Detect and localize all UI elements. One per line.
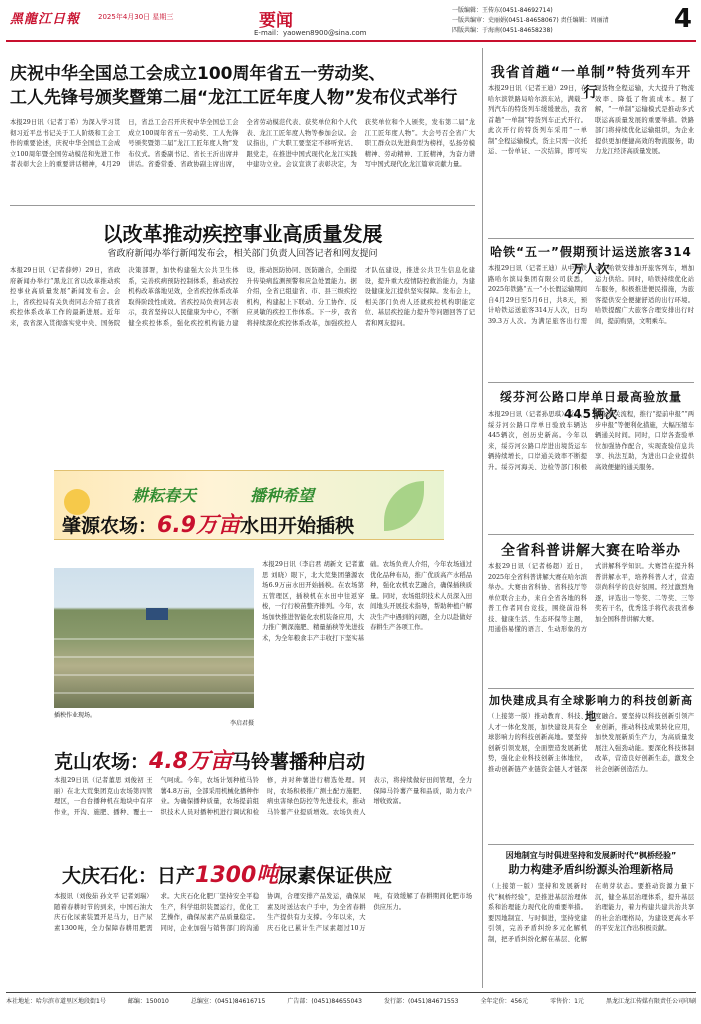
- rice-planter-machine: [146, 608, 168, 620]
- footer-retail: 零售价：1元: [550, 998, 584, 1005]
- editor-line-2: 一版共编审：史丽娟(0451-84658067) 责任编辑：周丽清: [452, 17, 609, 24]
- keshan-title-suffix: 马铃薯播种启动: [232, 751, 366, 773]
- footer-advert: 广告部：(0451)84655043: [287, 998, 362, 1005]
- fengqiao-title: [488, 850, 694, 878]
- divider: [488, 844, 694, 845]
- field-row: [54, 692, 254, 694]
- divider: [488, 382, 694, 383]
- keshan-title-number: 4.8万亩: [149, 749, 232, 774]
- section-name: 要闻: [259, 11, 293, 31]
- leaf-icon: [384, 481, 424, 531]
- global-body: （上接第一版）推动教育、科技、人才一体化发展，加快建设具有全球影响力的科技创新高地。要坚持创新引领发展，全面塑造发展新优势，强化企业科技创新主体地位，推动创新链产业链资金链人才链深度融合。要坚持以科技创新引领产业创新，推动科技成果转化应用，加快发展新质生产力，为高质量发展注入强劲动能。要深化科技体制改革，营造良好创新生态，激发全社会创新创造活力。: [488, 713, 694, 773]
- fengqiao-body: （上接第一版）坚持和发展新时代“枫桥经验”，是推进基层治理体系和治理能力现代化的重要举措。要因地制宜、与时俱进，坚持党建引领，完善矛盾纠纷多元化解机制，把矛盾纠纷化解在基层、化解在萌芽状态。要推动资源力量下沉，健全基层治理体系，提升基层治理能力，着力构建共建共治共享的社会治理格局，为建设更高水平的平安龙江作出积极贡献。: [488, 883, 694, 943]
- daqing-title-number: 1300吨: [195, 863, 279, 888]
- keshan-title-prefix: 克山农场：: [54, 751, 150, 773]
- lead-title-line-2: 工人先锋号颁奖暨第二届“龙江工匠年度人物”发布仪式举行: [10, 88, 458, 108]
- editor-line-1: 一版编辑：王传东(0451-84692714): [452, 7, 553, 14]
- fengqiao-title-line-2: 助力构建矛盾纠纷源头治理新格局: [508, 863, 674, 876]
- zhaoyuan-title-prefix: 肇源农场：: [62, 515, 158, 537]
- reform-body: 本报29日讯（记者薛婷）29日，省政府新闻办举行“黑龙江省以改革推动疾控事业高质量发展”新闻发布会。会上，省疾控局有关负责同志介绍了我省疾控体系改革工作的最新进展。近年来，我省深入贯彻落实党中央、国务院决策部署，加快构建强大公共卫生体系，完善疾病预防控制体系，推动疾控机构改革落地见效，全省疾控体系改革取得阶段性成效。省疾控局负责同志表示，我省坚持以人民健康为中心，不断健全疾控体系，强化疾控机构能力建设，推动医防协同、医防融合，全面提升传染病监测预警和应急处置能力。据介绍，全省已组建省、市、县三级疾控机构，构建起上下联动、分工协作、反应灵敏的疾控工作体系。下一步，我省将持续深化疾控体系改革，加强疾控人才队伍建设，推进公共卫生信息化建设，提升重大疫情防控救治能力，为建设健康龙江提供坚实保障。发布会上，相关部门负责人还就疾控机构职能定位、基层疾控能力提升等问题回答了记者和网友提问。: [10, 267, 475, 327]
- banner-slogan-left: 耕耘春天: [132, 486, 197, 505]
- page-number: 4: [673, 4, 692, 34]
- zhaoyuan-title-suffix: 水田开始插秧: [240, 515, 355, 537]
- daqing-title: [62, 858, 392, 889]
- divider: [488, 534, 694, 535]
- lead-title-line-1: 庆祝中华全国总工会成立100周年省五一劳动奖、: [10, 64, 386, 84]
- divider: [488, 238, 694, 239]
- newspaper-logo: 黑龍江日報: [10, 12, 81, 27]
- issue-date: 2025年4月30日 星期三: [98, 13, 174, 21]
- zhaoyuan-title-number: 6.9万亩: [157, 513, 240, 538]
- divider: [488, 688, 694, 689]
- footer-office: 总编室：(0451)84616715: [190, 998, 266, 1005]
- keshan-body: 本报29日讯（记者董思 刘俊初 王丽）在北大荒集团克山农场第四管理区，一台台播种机在地块中有序作业，开沟、施肥、播种、覆土一气呵成。今年，农场计划种植马铃薯4.8万亩，全部采用机械化播种作业。为确保播种质量，农场提前组织技术人员对播种机进行调试和检修，并对种薯进行精选处理。同时，农场积极推广测土配方施肥、病虫害绿色防控等先进技术，推动马铃薯产业提质增效。农场负责人表示，将持续做好田间管理，全力保障马铃薯产量和品质，助力农户增收致富。: [54, 777, 472, 816]
- field-row: [54, 674, 254, 676]
- lead-body: 本报29日讯（记者丁希）为深入学习贯彻习近平总书记关于工人阶级和工会工作的重要论述，庆祝中华全国总工会成立100周年暨全国劳动模范和先进工作者表彰大会上的重要讲话精神，4月29日，省总工会召开庆祝中华全国总工会成立100周年省五一劳动奖、工人先锋号颁奖暨第二届“龙江工匠年度人物”发布仪式。省委副书记、省长王沂出席并讲话。省委常委、省政协副主席出席，全省劳动模范代表、获奖单位和个人代表、龙江工匠年度人物等参加会议。会议指出，广大职工要坚定不移听党话、跟党走，在推进中国式现代化龙江实践中建功立业。会议宣读了表彰决定，为获奖单位和个人颁奖，发布第二届“龙江工匠年度人物”。大会号召全省广大职工群众以先进典型为榜样，弘扬劳模精神、劳动精神、工匠精神，为奋力谱写中国式现代化龙江篇章贡献力量。: [10, 119, 475, 168]
- divider: [10, 205, 475, 206]
- science-title: 全省科普讲解大赛在哈举办: [501, 543, 681, 559]
- masthead: [6, 4, 696, 42]
- daqing-title-suffix: 尿素保证供应: [278, 865, 393, 887]
- editor-line-3: 四版共编：于海南(0451-84658238): [452, 27, 553, 34]
- rice-planting-photo: [54, 568, 254, 708]
- editor-credits: [452, 6, 662, 36]
- zhaoyuan-body: 本报29日讯（李启君 胡新文 记者董思 刘晓）眼下，北大荒集团肇源农场6.9万亩水田开始插秧。在农场第五管理区，插秧机在水田中往返穿梭，一行行秧苗整齐排列。今年，农场加快推进智能化农机装备应用，大力推广侧深施肥、精量插秧等先进技术，为全年粮食丰产丰收打下坚实基础。农场负责人介绍，今年农场通过优化品种布局，推广优质高产水稻品种，强化农机农艺融合，确保插秧质量。同时，农场组织技术人员深入田间地头开展技术指导，帮助种植户解决生产中遇到的问题，全力以赴做好春耕生产各项工作。: [262, 561, 472, 642]
- field-row: [54, 638, 254, 640]
- footer-printer: 黑龙江龙江传媒有限责任公司印刷: [605, 998, 696, 1005]
- lead-headline: [10, 62, 475, 110]
- field-row: [54, 656, 254, 658]
- daqing-body: 本报讯（刘俊茹 孙文平 记者刘瑞）随着春耕时节的到来，中国石油大庆石化尿素装置开足马力，日产尿素1300吨，全力保障春耕用肥需求。大庆石化化肥厂坚持安全平稳生产，科学组织装置运行，优化工艺操作，确保尿素产品质量稳定。同时，企业加强与销售部门的沟通协调，合理安排产品发运，确保尿素及时送达农户手中，为全省春耕生产提供有力支撑。今年以来，大庆石化已累计生产尿素超过10万吨，有效缓解了春耕期间化肥市场供应压力。: [54, 893, 472, 932]
- footer-rule: [6, 992, 696, 993]
- science-body: 本报29日讯（记者杨超）近日，2025年全省科普讲解大赛在哈尔滨举办。大赛由省科协、省科技厅等单位联合主办，来自全省各地的科普工作者同台竞技，围绕前沿科技、健康生活、生态环保等主题，用通俗易懂的语言、生动形象的方式讲解科学知识。大赛旨在提升科普讲解水平，培养科普人才，营造崇尚科学的良好氛围。经过激烈角逐，评选出一等奖、二等奖、三等奖若干名，优秀选手将代表我省参加全国科普讲解大赛。: [488, 563, 694, 633]
- photo-credit: 李启君摄: [229, 720, 254, 727]
- railway-title: 我省首趟“一单制”特货列车开行: [490, 65, 692, 101]
- reform-title: 以改革推动疾控事业高质量发展: [102, 222, 383, 246]
- suiyi-body: 本报29日讯（记者孙思琪）近日，绥芬河公路口岸单日验放车辆达445辆次，创历史新高。今年以来，绥芬河公路口岸进出境货运车辆持续增长，口岸通关效率不断提升。绥芬河海关、边检等部门积极优化通关流程，推行“提前申报”“两步申报”等便利化措施，大幅压缩车辆通关时间。同时，口岸各查验单位加强协作配合，实现查验信息共享、执法互助，为进出口企业提供高效便捷的通关服务。: [488, 411, 694, 471]
- footer-price: 全年定价：456元: [480, 998, 528, 1005]
- footer: [6, 996, 696, 1005]
- railway-body: 本报29日讯（记者王迪）29日，在哈尔滨铁路局哈尔滨东站，满载一列汽车的特货列车缓缓驶出，我省首趟“一单制”特货列车正式开行。此次开行的特货列车采用“一单制”全程运输模式，货主只需一次托运、一份单证、一次结算，即可实现货物全程运输，大大提升了物流效率、降低了物流成本。据了解，“一单制”运输模式是推动多式联运高质量发展的重要举措。铁路部门将持续优化运输组织，为企业提供更加便捷高效的物流服务，助力龙江经济高质量发展。: [488, 85, 694, 155]
- banner-slogan-right: 播种希望: [250, 486, 315, 505]
- global-title: 加快建成具有全球影响力的科技创新高地: [489, 694, 693, 723]
- suiyi-title: 绥芬河公路口岸单日最高验放量445辆次: [499, 390, 682, 421]
- zhaoyuan-title: [62, 508, 354, 539]
- holiday-title: 哈铁“五一”假期预计运送旅客314万人次: [490, 245, 692, 276]
- footer-address: 本社地址：哈尔滨市道里区地段街1号: [6, 998, 106, 1005]
- footer-postcode: 邮编：150010: [127, 998, 169, 1005]
- column-divider: [482, 48, 483, 988]
- holiday-body: 本报29日讯（记者王迪）从中国铁路哈尔滨局集团有限公司获悉，2025年铁路“五一”小长假运输期间自4月29日至5月6日，共8天，预计哈铁运送旅客314万人次，日均39.3万人次。为满足旅客出行需求，哈铁安排加开旅客列车，增加运力供给。同时，哈铁持续优化站车服务，积极推进便民措施，为旅客提供安全便捷舒适的出行环境。哈铁提醒广大旅客合理安排出行时间，提前购票，文明乘车。: [488, 265, 694, 325]
- keshan-title: [54, 744, 365, 775]
- reform-subtitle: 省政府新闻办举行新闻发布会，相关部门负责人回答记者和网友提问: [107, 249, 378, 259]
- header-rule: [6, 40, 696, 42]
- photo-caption: 插秧作业现场。: [54, 712, 97, 719]
- fengqiao-title-line-1: 因地制宜与时俱进坚持和发展新时代“枫桥经验”: [505, 851, 677, 860]
- section-email: E-mail：yaowen8900@sina.com: [254, 29, 367, 37]
- daqing-title-prefix: 大庆石化：日产: [62, 865, 196, 887]
- footer-distribution: 发行部：(0451)84671553: [383, 998, 459, 1005]
